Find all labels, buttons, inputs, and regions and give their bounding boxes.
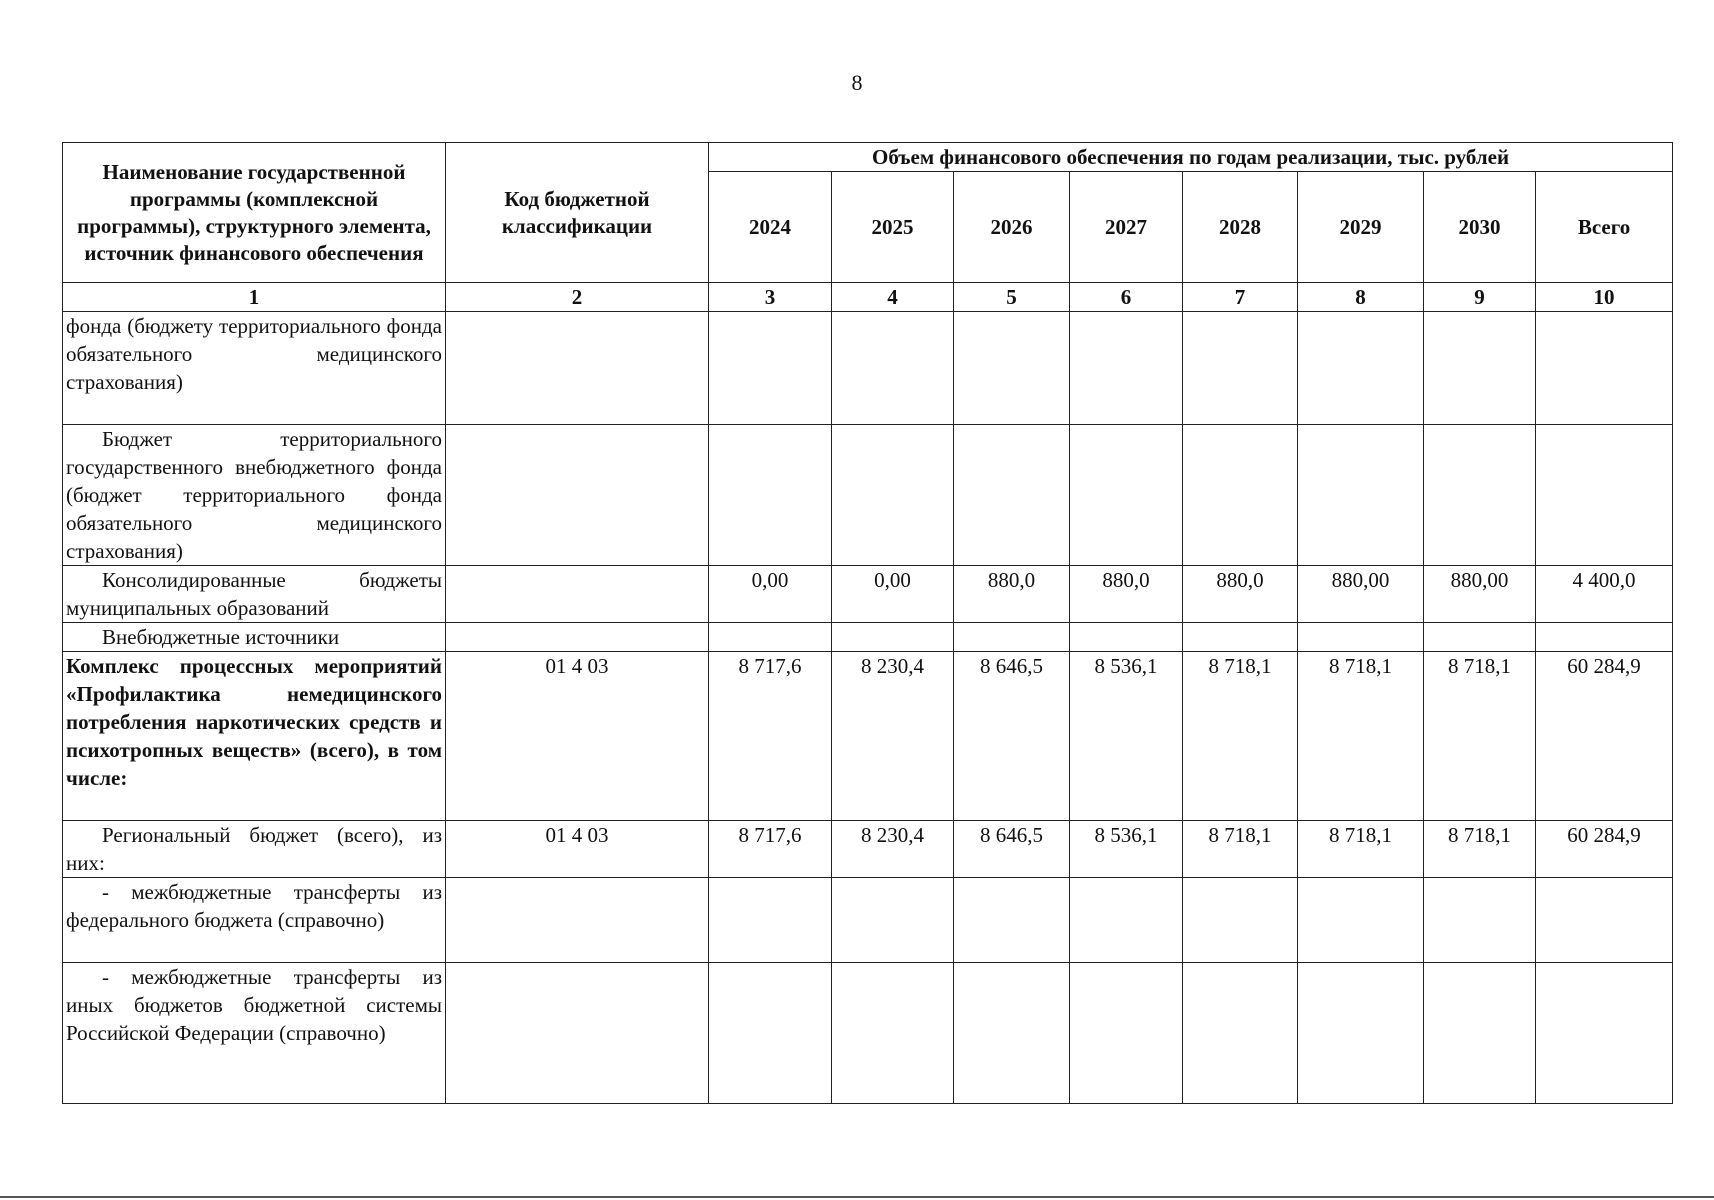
row-total xyxy=(1536,623,1673,652)
table-row xyxy=(63,312,1673,425)
row-value xyxy=(1298,312,1424,425)
row-total xyxy=(1536,425,1673,566)
column-index: 4 xyxy=(832,283,954,312)
header-year: 2030 xyxy=(1424,172,1536,283)
column-index-row xyxy=(63,283,1673,312)
row-value: 8 717,6 xyxy=(709,652,832,821)
row-value xyxy=(1183,963,1298,1104)
row-value xyxy=(1424,623,1536,652)
column-index: 3 xyxy=(709,283,832,312)
table-row xyxy=(63,425,1673,566)
page-number: 8 xyxy=(851,70,863,95)
row-value xyxy=(1298,425,1424,566)
header-total: Всего xyxy=(1536,172,1673,283)
row-total: 60 284,9 xyxy=(1536,652,1673,821)
row-value: 8 646,5 xyxy=(954,821,1070,878)
row-value: 880,0 xyxy=(954,566,1070,623)
row-value: 880,0 xyxy=(1183,566,1298,623)
table-row xyxy=(63,878,1673,963)
header-year: 2024 xyxy=(709,172,832,283)
row-value: 8 536,1 xyxy=(1070,652,1183,821)
row-value xyxy=(832,312,954,425)
row-value xyxy=(954,312,1070,425)
row-name: фонда (бюджету территориального фонда обязательного медицинского страхования) xyxy=(63,312,446,425)
table-row xyxy=(63,963,1673,1104)
row-code xyxy=(446,623,709,652)
row-code xyxy=(446,425,709,566)
row-value xyxy=(1070,878,1183,963)
row-value: 8 230,4 xyxy=(832,652,954,821)
column-index: 9 xyxy=(1424,283,1536,312)
row-value xyxy=(1183,878,1298,963)
row-name: - межбюджетные трансферты из иных бюджетов бюджетной системы Российской Федерации (справочно) xyxy=(63,963,446,1104)
row-value: 8 718,1 xyxy=(1298,821,1424,878)
row-value: 0,00 xyxy=(832,566,954,623)
header-year: 2025 xyxy=(832,172,954,283)
row-code xyxy=(446,878,709,963)
row-value xyxy=(709,312,832,425)
row-total xyxy=(1536,963,1673,1104)
header-financing-volume: Объем финансового обеспечения по годам реализации, тыс. рублей xyxy=(709,143,1673,172)
row-code xyxy=(446,963,709,1104)
column-index: 5 xyxy=(954,283,1070,312)
row-value: 8 718,1 xyxy=(1298,652,1424,821)
row-name: - межбюджетные трансферты из федерального бюджета (справочно) xyxy=(63,878,446,963)
row-value xyxy=(954,623,1070,652)
row-value: 8 718,1 xyxy=(1424,652,1536,821)
row-name: Внебюджетные источники xyxy=(63,623,446,652)
row-value xyxy=(709,623,832,652)
row-name: Консолидированные бюджеты муниципальных образований xyxy=(63,566,446,623)
financing-table xyxy=(62,142,1673,1104)
row-value xyxy=(1424,963,1536,1104)
table-row xyxy=(63,566,1673,623)
column-index: 7 xyxy=(1183,283,1298,312)
row-total: 60 284,9 xyxy=(1536,821,1673,878)
row-code xyxy=(446,312,709,425)
header-year: 2029 xyxy=(1298,172,1424,283)
row-value: 0,00 xyxy=(709,566,832,623)
header-program-name: Наименование государственной программы (комплексной программы), структурного элемента, источник финансового обеспечения xyxy=(63,143,446,283)
row-name: Региональный бюджет (всего), из них: xyxy=(63,821,446,878)
row-value xyxy=(1424,878,1536,963)
column-index: 10 xyxy=(1536,283,1673,312)
row-value xyxy=(709,963,832,1104)
row-code: 01 4 03 xyxy=(446,652,709,821)
row-value xyxy=(832,878,954,963)
row-value: 880,00 xyxy=(1298,566,1424,623)
header-budget-code: Код бюджетной классификации xyxy=(446,143,709,283)
row-value xyxy=(1298,623,1424,652)
row-value xyxy=(832,425,954,566)
row-total xyxy=(1536,878,1673,963)
row-value xyxy=(1424,425,1536,566)
row-name: Бюджет территориального государственного внебюджетного фонда (бюджет территориального фонда обязательного медицинского страхования) xyxy=(63,425,446,566)
row-value xyxy=(1183,312,1298,425)
header-year: 2026 xyxy=(954,172,1070,283)
row-value xyxy=(1070,623,1183,652)
column-index: 6 xyxy=(1070,283,1183,312)
header-year: 2028 xyxy=(1183,172,1298,283)
row-value xyxy=(832,963,954,1104)
row-value: 8 718,1 xyxy=(1183,652,1298,821)
row-total xyxy=(1536,312,1673,425)
row-value xyxy=(832,623,954,652)
row-value: 8 536,1 xyxy=(1070,821,1183,878)
column-index: 2 xyxy=(446,283,709,312)
header-year: 2027 xyxy=(1070,172,1183,283)
table-row xyxy=(63,623,1673,652)
row-name: Комплекс процессных мероприятий «Профилактика немедицинского потребления наркотических средств и психотропных веществ» (всего), в том числе: xyxy=(63,652,446,821)
table-row xyxy=(63,821,1673,878)
row-value xyxy=(1070,312,1183,425)
row-value xyxy=(1183,425,1298,566)
page-bottom-edge xyxy=(0,1196,1714,1198)
row-value: 8 718,1 xyxy=(1424,821,1536,878)
row-code xyxy=(446,566,709,623)
row-value: 8 718,1 xyxy=(1183,821,1298,878)
column-index: 8 xyxy=(1298,283,1424,312)
column-index: 1 xyxy=(63,283,446,312)
row-value xyxy=(1070,425,1183,566)
row-value xyxy=(954,878,1070,963)
table-row xyxy=(63,652,1673,821)
row-value: 880,0 xyxy=(1070,566,1183,623)
row-code: 01 4 03 xyxy=(446,821,709,878)
row-value xyxy=(954,963,1070,1104)
row-value xyxy=(1424,312,1536,425)
row-value: 8 646,5 xyxy=(954,652,1070,821)
row-total: 4 400,0 xyxy=(1536,566,1673,623)
row-value xyxy=(1070,963,1183,1104)
row-value: 8 230,4 xyxy=(832,821,954,878)
row-value: 880,00 xyxy=(1424,566,1536,623)
row-value xyxy=(954,425,1070,566)
row-value xyxy=(1298,963,1424,1104)
row-value xyxy=(1183,623,1298,652)
row-value: 8 717,6 xyxy=(709,821,832,878)
row-value xyxy=(1298,878,1424,963)
row-value xyxy=(709,425,832,566)
row-value xyxy=(709,878,832,963)
